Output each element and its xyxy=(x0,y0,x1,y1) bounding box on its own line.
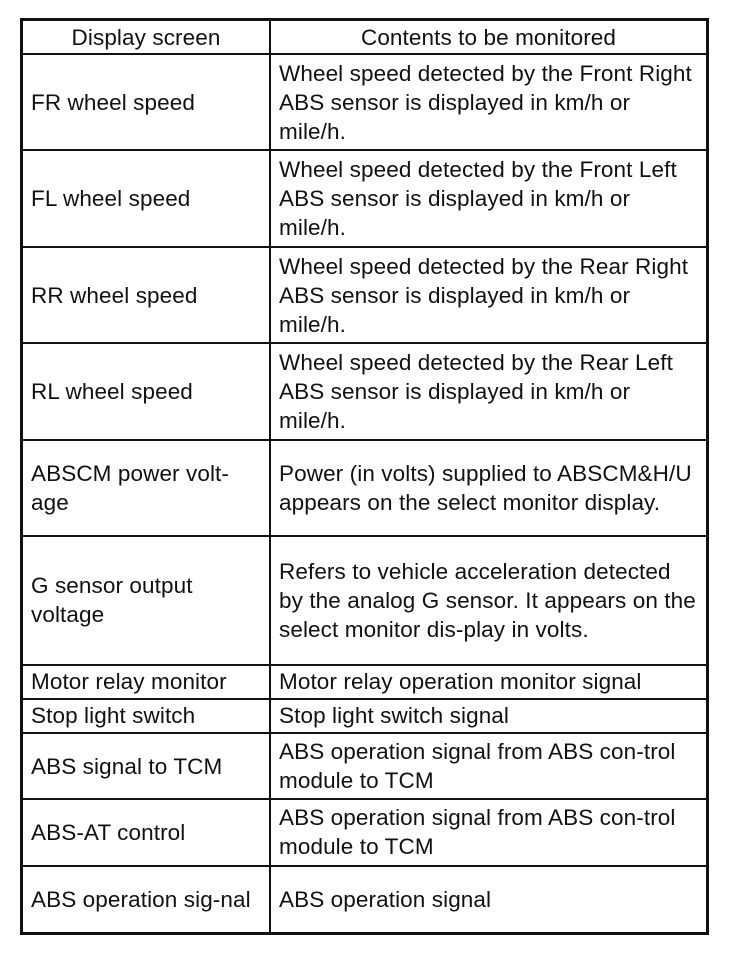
contents-cell: Wheel speed detected by the Rear Right ABS sensor is displayed in km/h or mile/h. xyxy=(270,247,706,343)
contents-cell: Refers to vehicle acceleration detected by the analog G sensor. It appears on the select monitor dis-play in volts. xyxy=(270,536,706,665)
monitor-table xyxy=(23,21,706,932)
contents-cell: ABS operation signal from ABS con-trol module to TCM xyxy=(270,799,706,865)
header-display-screen: Display screen xyxy=(23,21,270,54)
table-row xyxy=(23,699,706,733)
contents-cell: ABS operation signal from ABS con-trol module to TCM xyxy=(270,733,706,799)
header-contents-monitored: Contents to be monitored xyxy=(270,21,706,54)
table-row xyxy=(23,247,706,343)
table-row xyxy=(23,343,706,439)
display-screen-cell: ABS-AT control xyxy=(23,799,270,865)
display-screen-cell: ABS signal to TCM xyxy=(23,733,270,799)
table-row xyxy=(23,54,706,150)
header-row xyxy=(23,21,706,54)
monitor-table-frame xyxy=(20,18,709,935)
contents-cell: ABS operation signal xyxy=(270,866,706,932)
contents-cell: Wheel speed detected by the Front Left ABS sensor is displayed in km/h or mile/h. xyxy=(270,150,706,246)
display-screen-cell: G sensor output voltage xyxy=(23,536,270,665)
table-row xyxy=(23,665,706,699)
display-screen-cell: Stop light switch xyxy=(23,699,270,733)
contents-cell: Wheel speed detected by the Front Right ABS sensor is displayed in km/h or mile/h. xyxy=(270,54,706,150)
table-row xyxy=(23,536,706,665)
table-row xyxy=(23,150,706,246)
display-screen-cell: ABSCM power volt-age xyxy=(23,440,270,536)
table-row xyxy=(23,440,706,536)
display-screen-cell: RL wheel speed xyxy=(23,343,270,439)
display-screen-cell: FL wheel speed xyxy=(23,150,270,246)
contents-cell: Motor relay operation monitor signal xyxy=(270,665,706,699)
display-screen-cell: FR wheel speed xyxy=(23,54,270,150)
display-screen-cell: RR wheel speed xyxy=(23,247,270,343)
table-row xyxy=(23,733,706,799)
table-row xyxy=(23,799,706,865)
table-row xyxy=(23,866,706,932)
contents-cell: Wheel speed detected by the Rear Left ABS sensor is displayed in km/h or mile/h. xyxy=(270,343,706,439)
contents-cell: Stop light switch signal xyxy=(270,699,706,733)
contents-cell: Power (in volts) supplied to ABSCM&H/U appears on the select monitor display. xyxy=(270,440,706,536)
display-screen-cell: ABS operation sig-nal xyxy=(23,866,270,932)
display-screen-cell: Motor relay monitor xyxy=(23,665,270,699)
